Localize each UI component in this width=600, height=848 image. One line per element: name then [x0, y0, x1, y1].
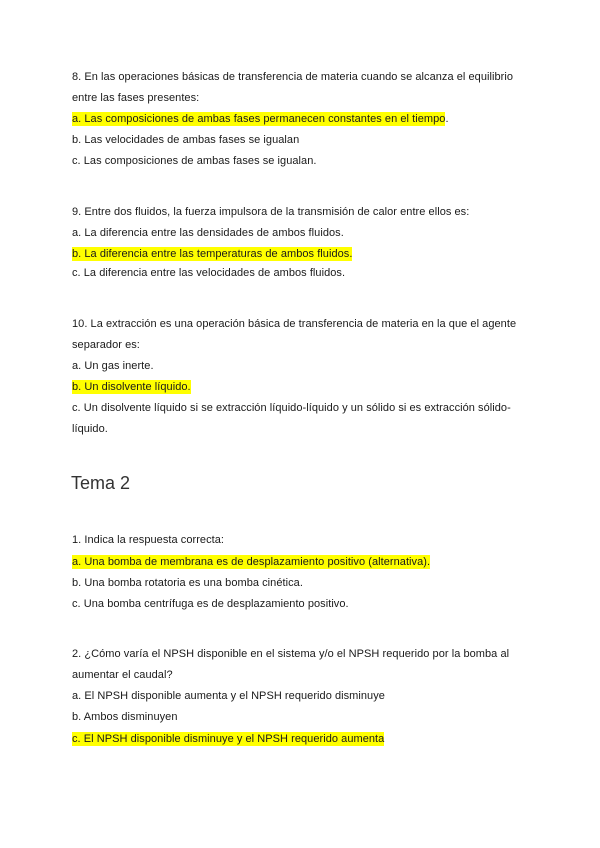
t2q1-option-b: b. Una bomba rotatoria es una bomba cinética. [72, 577, 303, 589]
t2q1-stem: 1. Indica la respuesta correcta: [72, 534, 225, 546]
q8-option-a-tail: . [445, 113, 449, 125]
t2q2-stem-line2: aumentar el caudal? [72, 669, 173, 681]
q10-option-c-line1: c. Un disolvente líquido si se extracción líquido-líquido y un sólido si es extracción sólido- [72, 402, 511, 414]
q8-option-a-highlighted: a. Las composiciones de ambas fases permanecen constantes en el tiempo [72, 113, 446, 125]
q10-option-a: a. Un gas inerte. [72, 360, 154, 372]
q8-stem-line1: 8. En las operaciones básicas de transferencia de materia cuando se alcanza el equilibrio [72, 71, 514, 83]
q9-option-c: c. La diferencia entre las velocidades de ambos fluidos. [72, 267, 346, 279]
t2q1-option-c: c. Una bomba centrífuga es de desplazamiento positivo. [72, 598, 349, 610]
q10-option-b [72, 380, 191, 394]
q10-option-c-line2: líquido. [72, 423, 108, 435]
q9-option-b [72, 247, 352, 261]
q9-option-b-highlighted: b. La diferencia entre las temperaturas de ambos fluidos. [72, 248, 353, 260]
q10-stem-line2: separador es: [72, 339, 140, 351]
t2q2-stem-line1: 2. ¿Cómo varía el NPSH disponible en el sistema y/o el NPSH requerido por la bomba al [72, 648, 510, 660]
q8-option-b: b. Las velocidades de ambas fases se igualan [72, 134, 300, 146]
t2q2-option-b: b. Ambos disminuyen [72, 711, 178, 723]
t2q1-option-a [72, 555, 430, 569]
q9-stem: 9. Entre dos fluidos, la fuerza impulsora de la transmisión de calor entre ellos es: [72, 206, 470, 218]
t2q2-option-c [72, 732, 384, 746]
q10-option-b-highlighted: b. Un disolvente líquido. [72, 381, 191, 393]
q8-stem-line2: entre las fases presentes: [72, 92, 200, 104]
q9-option-a: a. La diferencia entre las densidades de ambos fluidos. [72, 227, 344, 239]
t2q1-option-a-highlighted: a. Una bomba de membrana es de desplazamiento positivo (alternativa). [72, 556, 431, 568]
t2q2-option-a: a. El NPSH disponible aumenta y el NPSH requerido disminuye [72, 690, 385, 702]
q10-stem-line1: 10. La extracción es una operación básica de transferencia de materia en la que el agente [72, 318, 517, 330]
q8-option-c: c. Las composiciones de ambas fases se igualan. [72, 155, 317, 167]
section-title: Tema 2 [71, 473, 131, 493]
t2q2-option-c-highlighted: c. El NPSH disponible disminuye y el NPSH requerido aumenta [72, 733, 385, 745]
q8-option-a [72, 112, 449, 126]
